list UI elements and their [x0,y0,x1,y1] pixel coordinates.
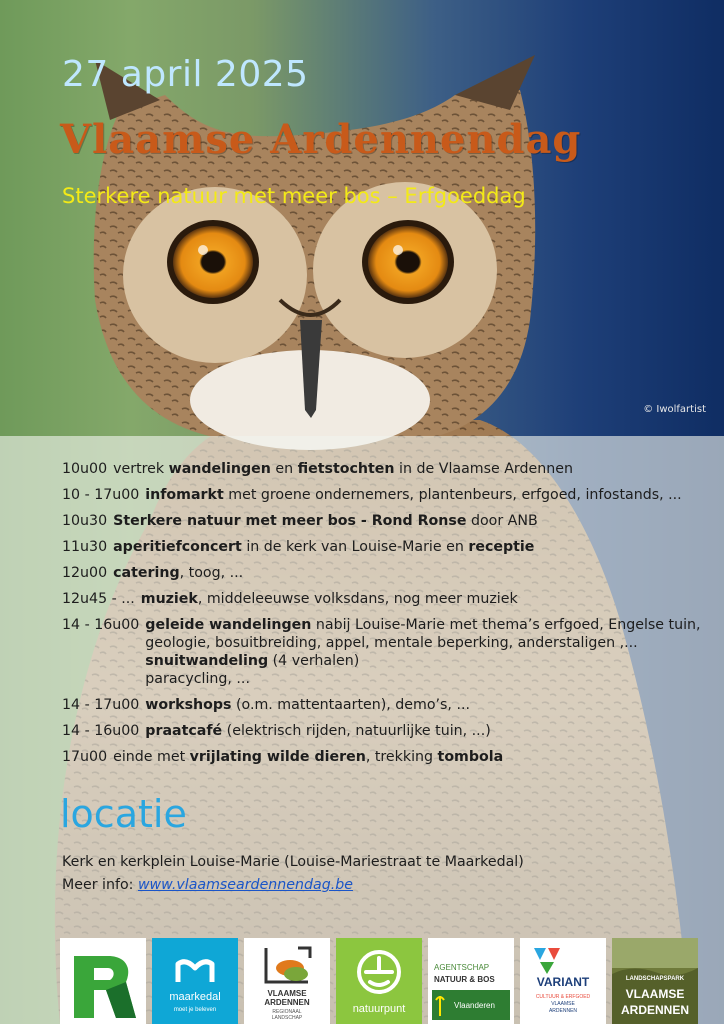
program-item [62,590,712,608]
natuurpunt-text: natuurpunt [352,1003,406,1015]
program-text: in de Vlaamse Ardennen [394,461,573,477]
program-text: paracycling, ... [145,671,250,687]
program-time: 10 - 17u00 [62,487,140,503]
program-highlight: snuitwandeling [145,653,269,669]
program-text: , trekking [365,749,438,765]
more-info-label: Meer info: [62,877,138,893]
program-text: geologie, bosuitbreiding, appel, mentale beperking, anderstaligen ,... [145,635,638,651]
website-link[interactable]: www.vlaamseardennendag.be [137,877,353,893]
landschapspark-logo [612,938,698,1024]
maarkedal-text: maarkedal [169,991,221,1003]
vlaamse-ardennen-logo [244,938,330,1024]
event-date: 27 april 2025 [62,54,309,95]
variant-logo [520,938,606,1024]
program-highlight: fietstochten [297,461,395,477]
program-highlight: receptie [468,539,535,555]
location-heading: locatie [60,792,187,836]
program-highlight: muziek [140,591,198,607]
photo-credit: © Iwolfartist [643,404,706,415]
program-item [62,696,712,714]
svg-text:VLAAMSE: VLAAMSE [267,989,307,998]
program-item [62,564,712,582]
svg-text:VLAAMSE: VLAAMSE [551,1001,575,1007]
svg-text:ARDENNEN: ARDENNEN [264,998,310,1007]
program-item [62,460,712,478]
program-item [62,616,712,688]
svg-text:ARDENNEN: ARDENNEN [620,1003,690,1017]
agentschap-vlaanderen: Vlaanderen [454,1001,495,1010]
program-text: met groene ondernemers, plantenbeurs, erfgoed, infostands, ... [223,487,682,503]
program-time: 10u00 [62,461,108,477]
program-description [145,616,700,688]
program-item [62,538,712,556]
program-time: 14 - 17u00 [62,697,140,713]
program-description [113,564,243,582]
program-highlight: workshops [145,697,232,713]
program-text: (elektrisch rijden, natuurlijke tuin, ...) [222,723,491,739]
program-item [62,722,712,740]
program-text: vertrek [113,461,169,477]
program-text: , toog, ... [179,565,244,581]
maarkedal-logo [152,938,238,1024]
program-text: en [270,461,298,477]
program-highlight: Sterkere natuur met meer bos - Rond Ronse [113,513,467,529]
program-time: 10u30 [62,513,108,529]
sponsor-logos [60,938,700,1024]
svg-text:VLAAMSE: VLAAMSE [625,987,685,1001]
program-description [145,486,681,504]
program-description [145,722,490,740]
program-highlight: tombola [437,749,504,765]
program-time: 12u45 - ... [62,591,135,607]
program-text: einde met [113,749,190,765]
program-description [141,590,518,608]
program-description [113,512,538,530]
program-text: nabij Louise-Marie met thema’s erfgoed, Engelse tuin, [311,617,701,633]
svg-text:AGENTSCHAP: AGENTSCHAP [434,963,490,972]
agentschap-logo [428,938,514,1024]
program-highlight: geleide wandelingen [145,617,312,633]
program-text: , middeleeuwse volksdans, nog meer muziek [197,591,518,607]
program-description [113,538,534,556]
svg-text:NATUUR & BOS: NATUUR & BOS [434,975,495,984]
svg-text:LANDSCHAP: LANDSCHAP [271,1015,303,1021]
program-item [62,512,712,530]
program-text: in de kerk van Louise-Marie en [241,539,469,555]
program-description [145,696,470,714]
event-title: Vlaamse Ardennendag [60,116,582,163]
program-highlight: catering [113,565,180,581]
natuurpunt-logo [336,938,422,1024]
landschapspark-text: LANDSCHAPSPARK [625,976,685,982]
program-time: 11u30 [62,539,108,555]
program-description [113,460,573,478]
program-highlight: wandelingen [168,461,271,477]
location-address: Kerk en kerkplein Louise-Marie (Louise-Mariestraat te Maarkedal) [62,854,524,870]
program-description [113,748,503,766]
program-highlight: aperitiefconcert [113,539,242,555]
program-item [62,486,712,504]
svg-text:ARDENNEN: ARDENNEN [548,1008,578,1014]
more-info [62,877,353,893]
r-logo [60,938,146,1024]
svg-text:CULTUUR & ERFGOED: CULTUUR & ERFGOED [535,994,591,1000]
program-text: (o.m. mattentaarten), demo’s, ... [231,697,470,713]
program-item [62,748,712,766]
event-subtitle: Sterkere natuur met meer bos – Erfgoeddag [62,184,526,208]
program-time: 17u00 [62,749,108,765]
program-highlight: vrijlating wilde dieren [189,749,366,765]
svg-text:REGIONAAL: REGIONAAL [272,1009,302,1015]
program-list [62,460,712,774]
variant-text: VARIANT [536,975,590,989]
program-text: (4 verhalen) [268,653,360,669]
program-time: 14 - 16u00 [62,617,140,633]
program-time: 12u00 [62,565,108,581]
program-text: door ANB [466,513,538,529]
program-highlight: praatcafé [145,723,223,739]
maarkedal-tagline: moet je beleven [173,1007,217,1013]
program-highlight: infomarkt [145,487,224,503]
program-time: 14 - 16u00 [62,723,140,739]
